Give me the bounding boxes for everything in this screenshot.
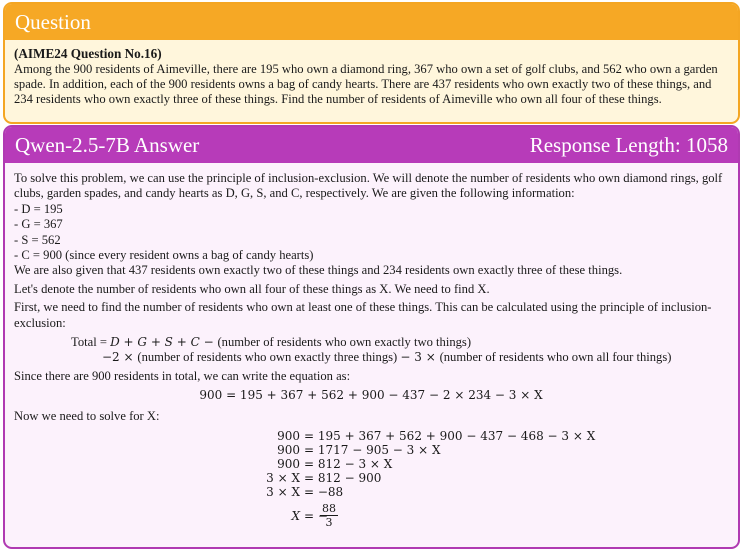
answer-model-title: Qwen-2.5-7B Answer	[15, 133, 200, 157]
answer-intro: To solve this problem, we can use the principle of inclusion-exclusion. We will denote the number of residents who own diamond rings, golf clubs, garden spades, and candy hearts as D, G, S, and C, respectively. We are given the following information:	[14, 171, 723, 201]
given-c: - C = 900 (since every resident owns a bag of candy hearts)	[14, 248, 314, 263]
total-sum-math: D + G + S + C −	[110, 335, 218, 350]
total-all-four: (number of residents who own all four things)	[439, 350, 672, 365]
solution-steps: 900 = 195 + 367 + 562 + 900 − 437 − 468 − 3 × X 900 = 1717 − 905 − 3 × X 900 = 812 − 3 × X 3 × X = 812 − 900 3 × X = −88 X = − $\frac{88}{3}$	[266, 429, 596, 530]
total-minus-three: − 3 ×	[400, 350, 440, 365]
total-formula	[14, 335, 728, 366]
total-formula-line2	[71, 350, 728, 365]
question-body	[5, 40, 738, 108]
total-exactly-two: (number of residents who own exactly two things)	[217, 335, 472, 350]
answer-header	[5, 127, 738, 163]
final-fraction: $\frac{88}{3}$	[322, 502, 336, 530]
question-text: Among the 900 residents of Aimeville, there are 195 who own a diamond ring, 367 who own a set of golf clubs, and 562 who own a garden spade. In addition, each of the 900 residents owns a bag of candy hearts. There are 437 residents who own exactly two of these things, and 234 residents who own exactly three of these things. Find the number of residents of Aimeville who own all four of these things.	[14, 62, 718, 107]
total-minus-two: −2 ×	[102, 350, 138, 365]
given-s: - S = 562	[14, 232, 61, 247]
main-equation: 900 = 195 + 367 + 562 + 900 − 437 − 2 × 234 − 3 × X	[199, 388, 543, 403]
answer-since: Since there are 900 residents in total, we can write the equation as:	[14, 368, 351, 383]
answer-now: Now we need to solve for X:	[14, 408, 160, 423]
question-header: Question	[5, 4, 738, 40]
response-length: Response Length: 1058	[529, 133, 728, 157]
total-formula-line1	[71, 335, 728, 350]
answer-also: We are also given that 437 residents own exactly two of these things and 234 residents own exactly three of these things.	[14, 263, 623, 278]
answer-body	[5, 163, 738, 530]
given-d: - D = 195	[14, 201, 63, 216]
given-g: - G = 367	[14, 217, 63, 232]
total-exactly-three: (number of residents who own exactly three things)	[137, 350, 401, 365]
question-panel	[3, 2, 740, 124]
answer-panel	[3, 125, 740, 549]
answer-first: First, we need to find the number of residents who own at least one of these things. This can be calculated using the principle of inclusion-exclusion:	[14, 300, 712, 330]
question-title: (AIME24 Question No.16)	[14, 46, 162, 61]
answer-denote-x: Let's denote the number of residents who own all four of these things as X. We need to find X.	[14, 281, 490, 296]
total-label: Total =	[71, 335, 111, 350]
